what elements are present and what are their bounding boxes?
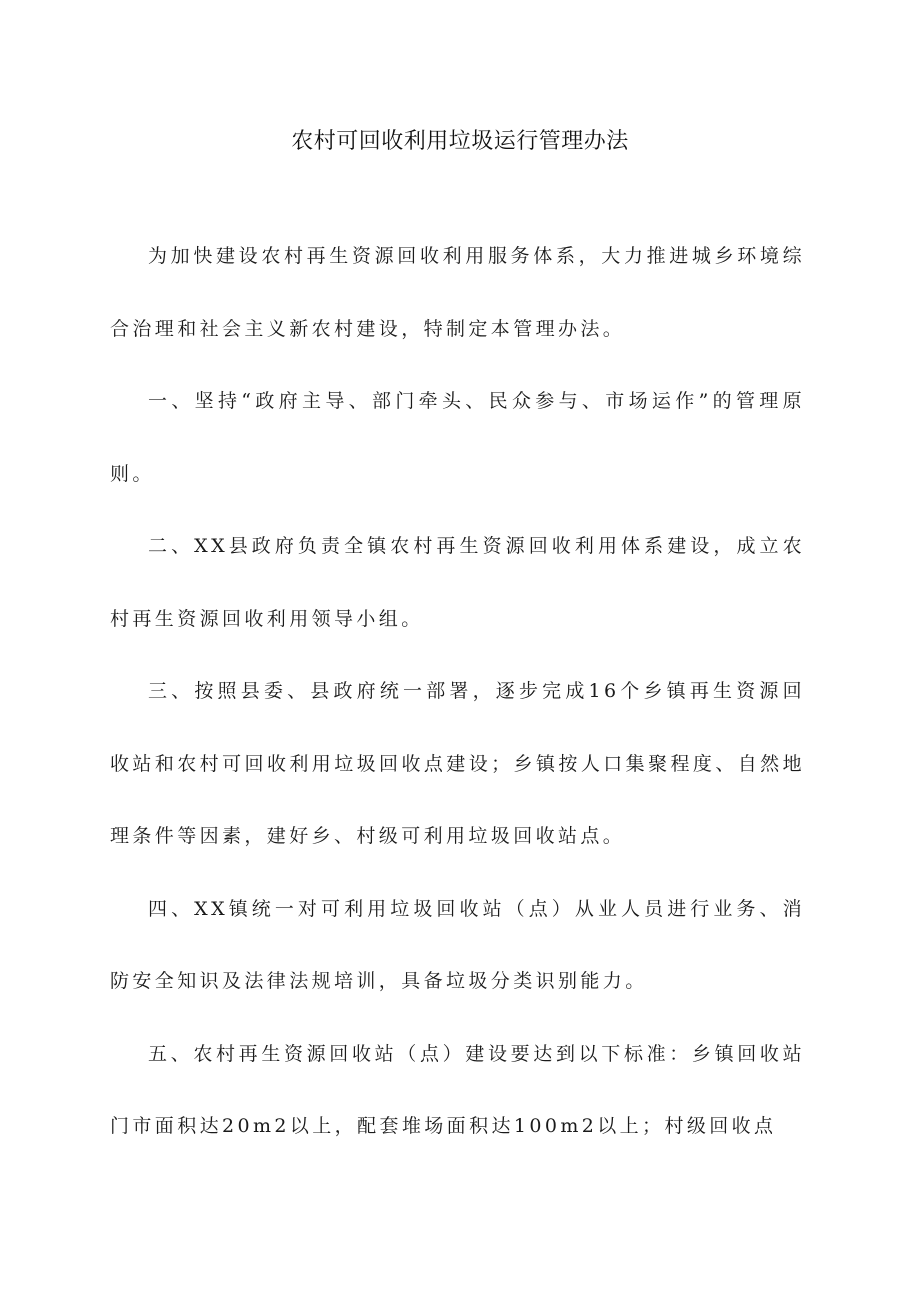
paragraph-item-2: 二、XX县政府负责全镇农村再生资源回收利用体系建设，成立农村再生资源回收利用领导小组。 <box>110 535 805 630</box>
paragraph-item-3: 三、按照县委、县政府统一部署，逐步完成16个乡镇再生资源回收站和农村可回收利用垃圾回收点建设；乡镇按人口集聚程度、自然地理条件等因素，建好乡、村级可利用垃圾回收站点。 <box>110 680 805 847</box>
paragraph-item-5: 五、农村再生资源回收站（点）建设要达到以下标准：乡镇回收站门市面积达20m2以上，配套堆场面积达100m2以上；村级回收点 <box>110 1042 805 1137</box>
paragraph-item-4: 四、XX镇统一对可利用垃圾回收站（点）从业人员进行业务、消防安全知识及法律法规培训，具备垃圾分类识别能力。 <box>110 897 805 992</box>
document-body <box>110 220 805 1163</box>
paragraph-intro: 为加快建设农村再生资源回收利用服务体系，大力推进城乡环境综合治理和社会主义新农村建设，特制定本管理办法。 <box>110 245 805 340</box>
document-title: 农村可回收利用垃圾运行管理办法 <box>291 129 629 154</box>
paragraph-item-1: 一、坚持“政府主导、部门牵头、民众参与、市场运作”的管理原则。 <box>110 390 805 485</box>
